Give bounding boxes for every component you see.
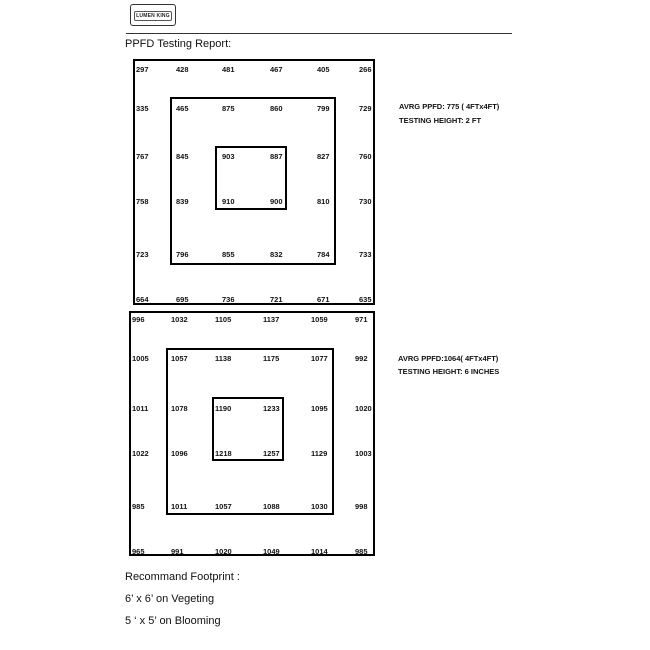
ppfd-reading: 733 (359, 250, 372, 259)
ppfd-reading: 903 (222, 152, 235, 161)
ppfd-reading: 1096 (171, 449, 188, 458)
ppfd-reading: 1129 (311, 449, 328, 458)
ppfd-reading: 1022 (132, 449, 149, 458)
ppfd-reading: 1095 (311, 404, 328, 413)
ppfd-reading: 827 (317, 152, 330, 161)
ppfd-reading: 910 (222, 197, 235, 206)
ppfd-reading: 1059 (311, 315, 328, 324)
ppfd-reading: 971 (355, 315, 368, 324)
ppfd-reading: 1105 (215, 315, 232, 324)
ppfd-reading: 1137 (263, 315, 280, 324)
ppfd-reading: 736 (222, 295, 235, 304)
ppfd-reading: 695 (176, 295, 189, 304)
grid-1-avg-ppfd: AVRG PPFD: 775 ( 4FTx4FT) (399, 102, 500, 111)
ppfd-reading: 1138 (215, 354, 232, 363)
ppfd-reading: 1257 (263, 449, 280, 458)
ppfd-reading: 1014 (311, 547, 328, 556)
ppfd-reading: 405 (317, 65, 330, 74)
ppfd-reading: 860 (270, 104, 283, 113)
bloom-footprint-line: 5 ‘ x 5’ on Blooming (125, 615, 221, 627)
ppfd-reading: 998 (355, 502, 368, 511)
ppfd-reading: 758 (136, 197, 149, 206)
ppfd-reading: 635 (359, 295, 372, 304)
grid-2-avg-ppfd: AVRG PPFD:1064( 4FTx4FT) (398, 354, 499, 363)
ppfd-reading: 992 (355, 354, 368, 363)
ppfd-reading: 799 (317, 104, 330, 113)
ppfd-reading: 810 (317, 197, 330, 206)
ppfd-reading: 465 (176, 104, 189, 113)
ppfd-reading: 855 (222, 250, 235, 259)
ppfd-reading: 965 (132, 547, 145, 556)
ppfd-reading: 996 (132, 315, 145, 324)
ppfd-reading: 767 (136, 152, 149, 161)
ppfd-reading: 875 (222, 104, 235, 113)
ppfd-reading: 266 (359, 65, 372, 74)
ppfd-reading: 297 (136, 65, 149, 74)
ppfd-reading: 1020 (215, 547, 232, 556)
ppfd-reading: 985 (132, 502, 145, 511)
ppfd-reading: 730 (359, 197, 372, 206)
ppfd-reading: 991 (171, 547, 184, 556)
ppfd-reading: 1077 (311, 354, 328, 363)
ppfd-reading: 1078 (171, 404, 188, 413)
ppfd-reading: 1175 (263, 354, 280, 363)
ppfd-reading: 671 (317, 295, 330, 304)
ppfd-reading: 985 (355, 547, 368, 556)
ppfd-reading: 796 (176, 250, 189, 259)
ppfd-reading: 1030 (311, 502, 328, 511)
ppfd-reading: 887 (270, 152, 283, 161)
ppfd-reading: 467 (270, 65, 283, 74)
ppfd-reading: 1233 (263, 404, 280, 413)
ppfd-reading: 839 (176, 197, 189, 206)
ppfd-reading: 1011 (132, 404, 149, 413)
ppfd-reading: 481 (222, 65, 235, 74)
report-title: PPFD Testing Report: (125, 38, 232, 50)
ppfd-reading: 1011 (171, 502, 188, 511)
header-divider (126, 33, 512, 34)
ppfd-reading: 1190 (215, 404, 232, 413)
ppfd-reading: 1057 (171, 354, 188, 363)
ppfd-reading: 428 (176, 65, 189, 74)
ppfd-reading: 784 (317, 250, 330, 259)
ppfd-reading: 723 (136, 250, 149, 259)
ppfd-reading: 1057 (215, 502, 232, 511)
ppfd-reading: 1049 (263, 547, 280, 556)
ppfd-reading: 1020 (355, 404, 372, 413)
grid-2-testing-height: TESTING HEIGHT: 6 INCHES (398, 367, 500, 376)
ppfd-reading: 760 (359, 152, 372, 161)
grid-1-testing-height: TESTING HEIGHT: 2 FT (399, 116, 482, 125)
ppfd-reading: 1005 (132, 354, 149, 363)
logo-text: LUMEN KING (136, 13, 170, 19)
recommend-footprint-label: Recommand Footprint : (125, 571, 240, 583)
ppfd-reading: 729 (359, 104, 372, 113)
ppfd-reading: 1003 (355, 449, 372, 458)
ppfd-reading: 845 (176, 152, 189, 161)
ppfd-reading: 1032 (171, 315, 188, 324)
ppfd-reading: 664 (136, 295, 149, 304)
ppfd-reading: 1218 (215, 449, 232, 458)
ppfd-reading: 900 (270, 197, 283, 206)
ppfd-reading: 1088 (263, 502, 280, 511)
ppfd-reading: 832 (270, 250, 283, 259)
ppfd-reading: 721 (270, 295, 283, 304)
ppfd-reading: 335 (136, 104, 149, 113)
veg-footprint-line: 6’ x 6’ on Vegeting (125, 593, 215, 605)
brand-logo (130, 4, 176, 26)
